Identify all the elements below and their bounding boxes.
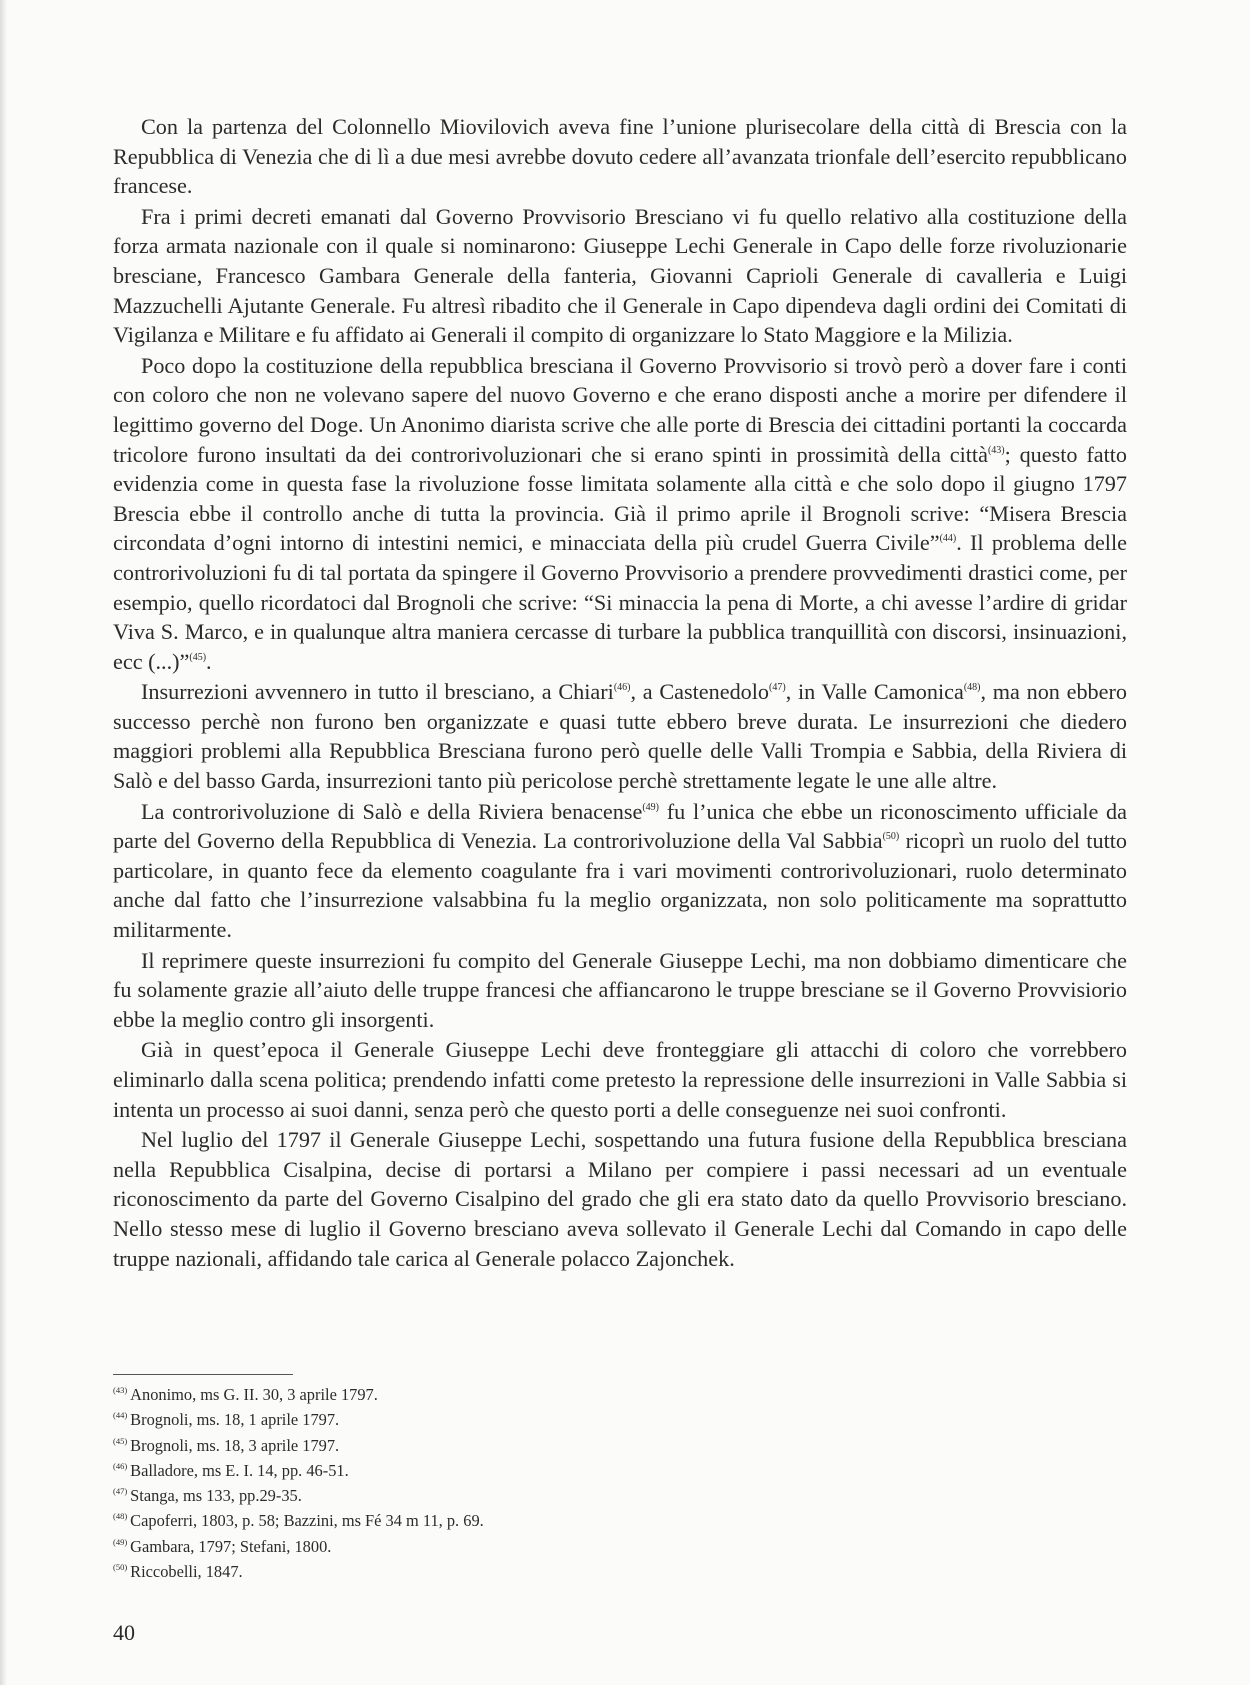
text-run: . [206, 648, 212, 674]
text-run: , a Castenedolo [630, 679, 770, 705]
text-run: La controrivoluzione di Salò e della Riviera benacense [141, 798, 643, 824]
footnote-text: Riccobelli, 1847. [130, 1562, 243, 1582]
footnote-number: (46) [113, 1460, 128, 1471]
footnote-text: Stanga, ms 133, pp.29-35. [130, 1486, 302, 1506]
footnote [113, 1534, 1013, 1559]
paragraph [113, 946, 1127, 1035]
footnote-text: Gambara, 1797; Stefani, 1800. [130, 1536, 332, 1556]
footnote-reference: (49) [642, 801, 660, 813]
text-run: ricoprì un ruolo del tutto particolare, in quanto fece da elemento coagulante fra i vari movimenti controrivoluzionari, ruolo determinato anche dal fatto che l’insurrezione valsabbina fu la meglio organizzata, non solo politicamente ma soprattutto militarmente. [113, 828, 1127, 943]
footnote-reference: (48) [963, 682, 981, 694]
paragraph [113, 1035, 1127, 1124]
footnote [113, 1433, 1013, 1458]
footnote-number: (43) [113, 1385, 128, 1395]
paragraph [113, 202, 1127, 350]
footnote-text: Anonimo, ms G. II. 30, 3 aprile 1797. [130, 1385, 378, 1404]
paragraph [113, 797, 1127, 945]
text-run: , in Valle Camonica [785, 679, 964, 705]
text-run: fu l’unica che ebbe un riconoscimento ufficiale da parte del Governo della Repubblica di Venezia. La controrivoluzione della Val Sabbia [113, 798, 1127, 854]
footnote-number: (45) [113, 1435, 128, 1446]
paragraph [113, 351, 1127, 677]
footnote-reference: (47) [769, 682, 786, 694]
footnote [113, 1508, 1013, 1533]
text-run: . Il problema delle controrivoluzioni fu di tal portata da spingere il Governo Provvisorio a prendere provvedimenti drastici come, per esempio, quello ricordatoci dal Brognoli che scrive: “Si minaccia la pena di Morte, a chi avesse l’ardire di gridar Viva S. Marco, e in qualunque altra maniera cercasse di turbare la pubblica tranquillità con discorsi, insinuazioni, ecc (...)” [113, 530, 1127, 674]
text-run: Il reprimere queste insurrezioni fu compito del Generale Giuseppe Lechi, ma non dobbiamo dimenticare che fu solamente grazie all’aiuto delle truppe francesi che affiancarono le truppe bresciane se il Governo Provvisiorio ebbe la meglio contro gli insorgenti. [113, 947, 1127, 1032]
footnote-text: Capoferri, 1803, p. 58; Bazzini, ms Fé 34 m 11, p. 69. [130, 1511, 484, 1531]
footnote [113, 1483, 1013, 1508]
footnote-reference: (50) [882, 831, 900, 843]
footnote [113, 1382, 1013, 1407]
text-run: Nel luglio del 1797 il Generale Giuseppe Lechi, sospettando una futura fusione della Repubblica bresciana nella Repubblica Cisalpina, decise di portarsi a Milano per compiere i passi necessari ad un eventuale riconoscimento da parte del Governo Cisalpino del grado che gli era stato dato da quello Provvisorio bresciano. Nello stesso mese di luglio il Governo bresciano aveva sollevato il Generale Lechi dal Comando in capo delle truppe nazionali, affidando tale carica al Generale polacco Zajonchek. [113, 1127, 1127, 1271]
page-number: 40 [113, 1620, 135, 1645]
footnotes [113, 1382, 1013, 1584]
text-run: ; questo fatto evidenzia come in questa fase la rivoluzione fosse limitata solamente alla città e che solo dopo il giugno 1797 Brescia ebbe il controllo anche di tutta la provincia. Già il primo aprile il Brognoli scrive: “Misera Brescia circondata d’ogni intorno di intestini nemici, e minacciata della più crudel Guerra Civile” [113, 441, 1127, 556]
footnote [113, 1407, 1013, 1432]
text-run: , ma non ebbero successo perchè non furono ben organizzate e quasi tutte ebbero breve durata. Le insurrezioni che diedero maggiori problemi alla Repubblica Bresciana furono però quelle delle Valli Trompia e Sabbia, della Riviera di Salò e del basso Garda, insurrezioni tanto più pericolose perchè strettamente legate le une alle altre. [113, 679, 1127, 794]
text-run: Con la partenza del Colonnello Miovilovich aveva fine l’unione plurisecolare della città di Brescia con la Repubblica di Venezia che di lì a due mesi avrebbe dovuto cedere all’avanzata trionfale dell’esercito repubblicano francese. [113, 114, 1127, 199]
footnote-reference: (46) [613, 682, 631, 694]
paragraph [113, 112, 1127, 201]
text-run: Fra i primi decreti emanati dal Governo Provvisorio Bresciano vi fu quello relativo alla costituzione della forza armata nazionale con il quale si nominarono: Giuseppe Lechi Generale in Capo delle forze rivoluzionarie bresciane, Francesco Gambara Generale della fanteria, Giovanni Caprioli Generale di cavalleria e Luigi Mazzuchelli Ajutante Generale. Fu altresì ribadito che il Generale in Capo dipendeva dagli ordini dei Comitati di Vigilanza e Militare e fu affidato ai Generali il compito di organizzare lo Stato Maggiore e la Milizia. [113, 203, 1127, 348]
text-run: Insurrezioni avvennero in tutto il bresciano, a Chiari [141, 679, 614, 705]
footnote-separator [113, 1374, 293, 1375]
footnote-text: Brognoli, ms. 18, 3 aprile 1797. [130, 1435, 340, 1455]
footnote-number: (44) [113, 1410, 128, 1421]
footnote-number: (47) [113, 1486, 128, 1497]
footnote-text: Balladore, ms E. I. 14, pp. 46-51. [130, 1460, 349, 1480]
footnote [113, 1458, 1013, 1483]
paragraph [113, 677, 1127, 795]
footnote [113, 1559, 1013, 1584]
footnote-number: (50) [113, 1562, 128, 1573]
text-run: Poco dopo la costituzione della repubblica bresciana il Governo Provvisorio si trovò però a dover fare i conti con coloro che non ne volevano sapere del nuovo Governo e che erano disposti anche a morire per difendere il legittimo governo del Doge. Un Anonimo diarista scrive che alle porte di Brescia dei cittadini portanti la coccarda tricolore furono insultati da dei controrivoluzionari che si erano spinti in prossimità della città [113, 352, 1127, 467]
text-run: Già in quest’epoca il Generale Giuseppe Lechi deve fronteggiare gli attacchi di coloro che vorrebbero eliminarlo dalla scena politica; prendendo infatti come pretesto la repressione delle insurrezioni in Valle Sabbia si intenta un processo ai suoi danni, senza però che questo porti a delle conseguenze nei suoi confronti. [113, 1037, 1127, 1122]
footnote-text: Brognoli, ms. 18, 1 aprile 1797. [130, 1410, 340, 1430]
footnote-number: (49) [113, 1536, 128, 1547]
footnote-reference: (45) [189, 651, 207, 663]
footnote-number: (48) [113, 1511, 128, 1522]
footnote-reference: (44) [939, 533, 957, 545]
binding-shadow [0, 0, 7, 1685]
body-text [113, 112, 1127, 1273]
paragraph [113, 1125, 1127, 1273]
footnote-reference: (43) [987, 444, 1005, 456]
